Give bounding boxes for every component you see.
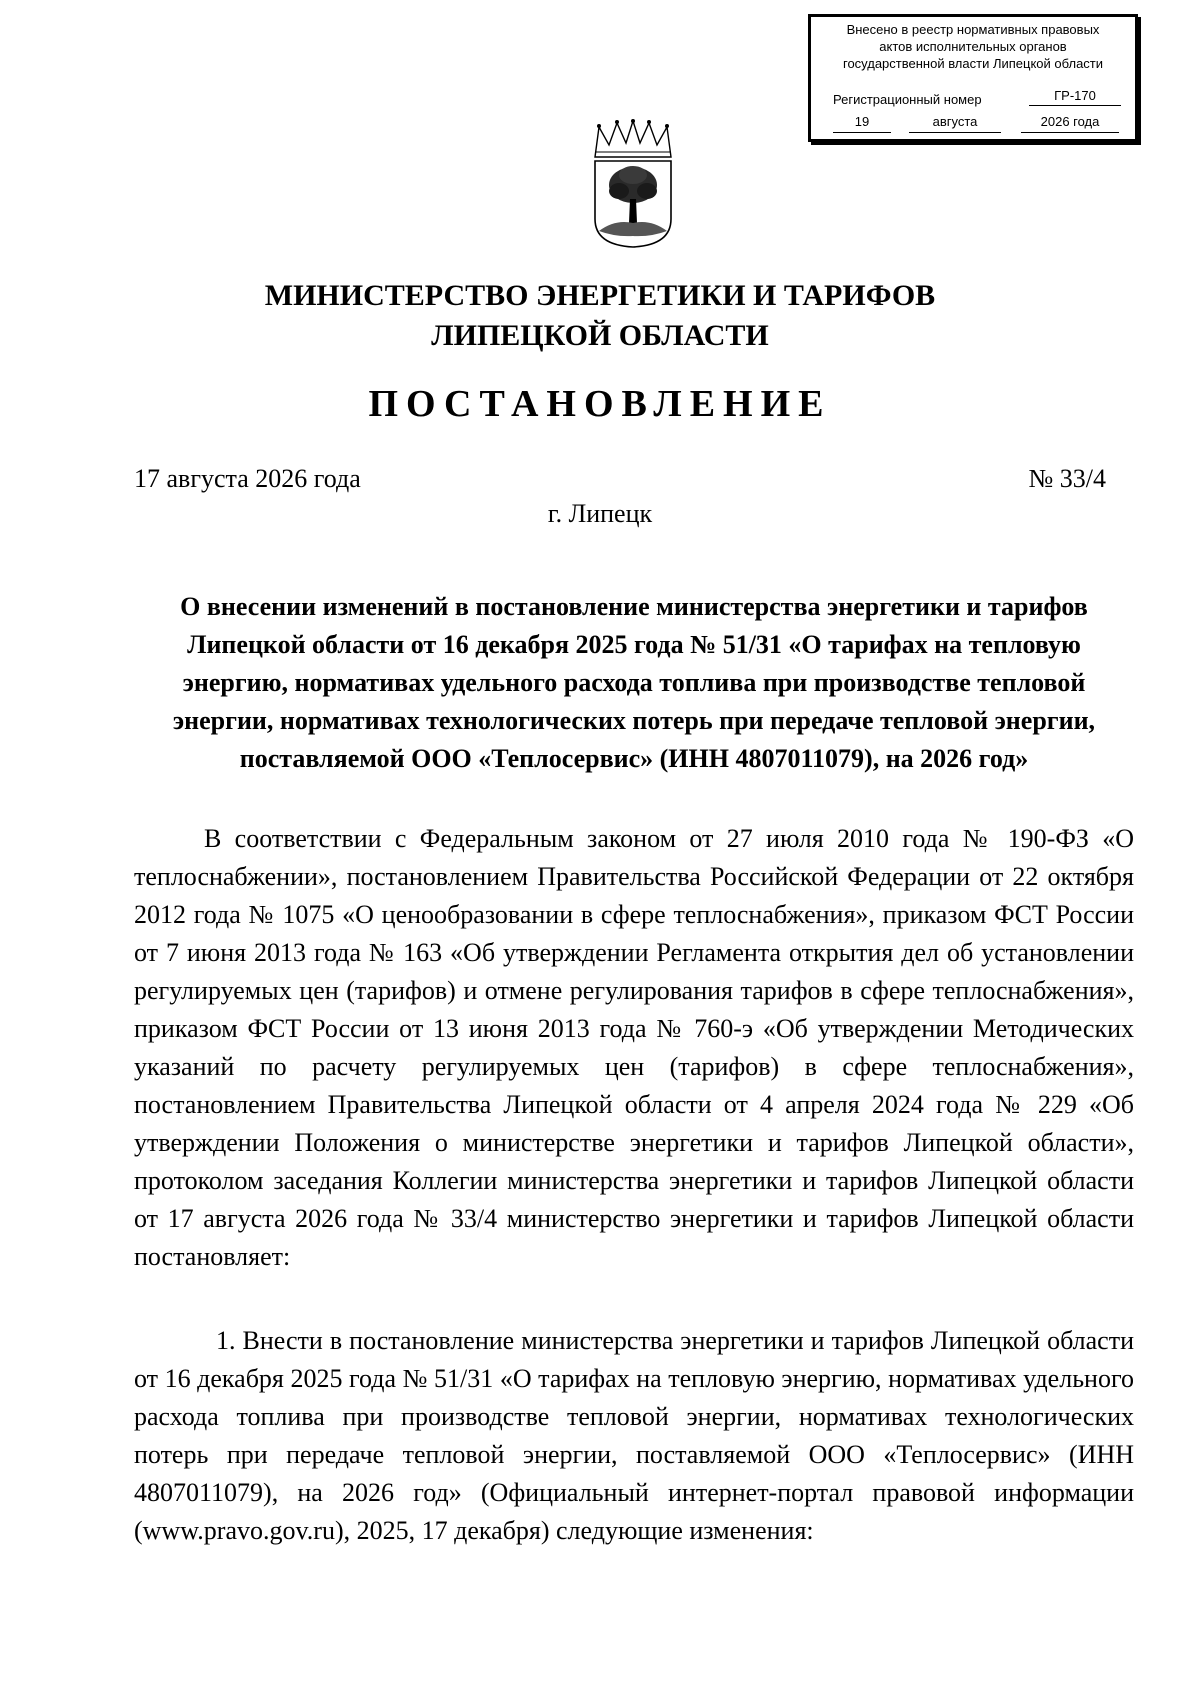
stamp-registration-number: ГР-170 [1029,87,1121,106]
stamp-registration-label: Регистрационный номер [833,92,982,107]
stamp-month: августа [909,112,1001,133]
stamp-line-3: государственной власти Липецкой области [842,56,1104,71]
body-paragraph-item-1: 1. Внести в постановление министерства энергетики и тарифов Липецкой области от 16 декабря 2025 года № 51/31 «О тарифах на тепловую энергию, нормативах удельного расхода топлива при производстве тепловой энергии, нормативах технологических потерь при передаче тепловой энергии, поставляемой ООО «Теплосервис» (ИНН 4807011079), на 2026 год» (Официальный интернет-портал правовой информации (www.pravo.gov.ru), 2025, 17 декабря) следующие изменения: [134,1326,1134,1545]
body-paragraph-preamble: В соответствии с Федеральным законом от 27 июля 2010 года № 190-ФЗ «О теплоснабжении», постановлением Правительства Российской Федерации от 22 октября 2012 года № 1075 «О ценообразовании в сфере теплоснабжения», приказом ФСТ России от 7 июня 2013 года № 163 «Об утверждении Регламента открытия дел об установлении регулируемых цен (тарифов) и отмене регулирования тарифов в сфере теплоснабжения», приказом ФСТ России от 13 июня 2013 года № 760-э «Об утверждении Методических указаний по расчету регулируемых цен (тарифов) в сфере теплоснабжения», постановлением Правительства Липецкой области от 4 апреля 2024 года № 229 «Об утверждении Положения о министерстве энергетики и тарифов Липецкой области», протоколом заседания Коллегии министерства энергетики и тарифов Липецкой области от 17 августа 2026 года № 33/4 министерство энергетики и тарифов Липецкой области постановляет: [134,824,1134,1271]
stamp-line-2: актов исполнительных органов [879,39,1067,54]
document-title: О внесении изменений в постановление министерства энергетики и тарифов Липецкой области от 16 декабря 2025 года № 51/31 «О тарифах на тепловую энергию, нормативах удельного расхода топлива при производстве тепловой энергии, нормативах технологических потерь при передаче тепловой энергии, поставляемой ООО «Теплосервис» (ИНН 4807011079), на 2026 год» [172,592,1096,773]
document-type: ПОСТАНОВЛЕНИЕ [368,383,832,425]
ministry-line-1: МИНИСТЕРСТВО ЭНЕРГЕТИКИ И ТАРИФОВ [264,279,936,312]
stamp-day: 19 [833,112,891,133]
ministry-name [0,276,1200,356]
stamp-line-1: Внесено в реестр нормативных правовых [846,22,1100,37]
document-date: 17 августа 2026 года [134,464,361,493]
registry-stamp [808,14,1138,142]
stamp-year: 2026 года [1021,112,1119,133]
document-number: № 33/4 [1028,464,1106,493]
coat-of-arms-icon [589,119,677,249]
document-city: г. Липецк [547,499,653,528]
ministry-line-2: ЛИПЕЦКОЙ ОБЛАСТИ [431,319,769,352]
